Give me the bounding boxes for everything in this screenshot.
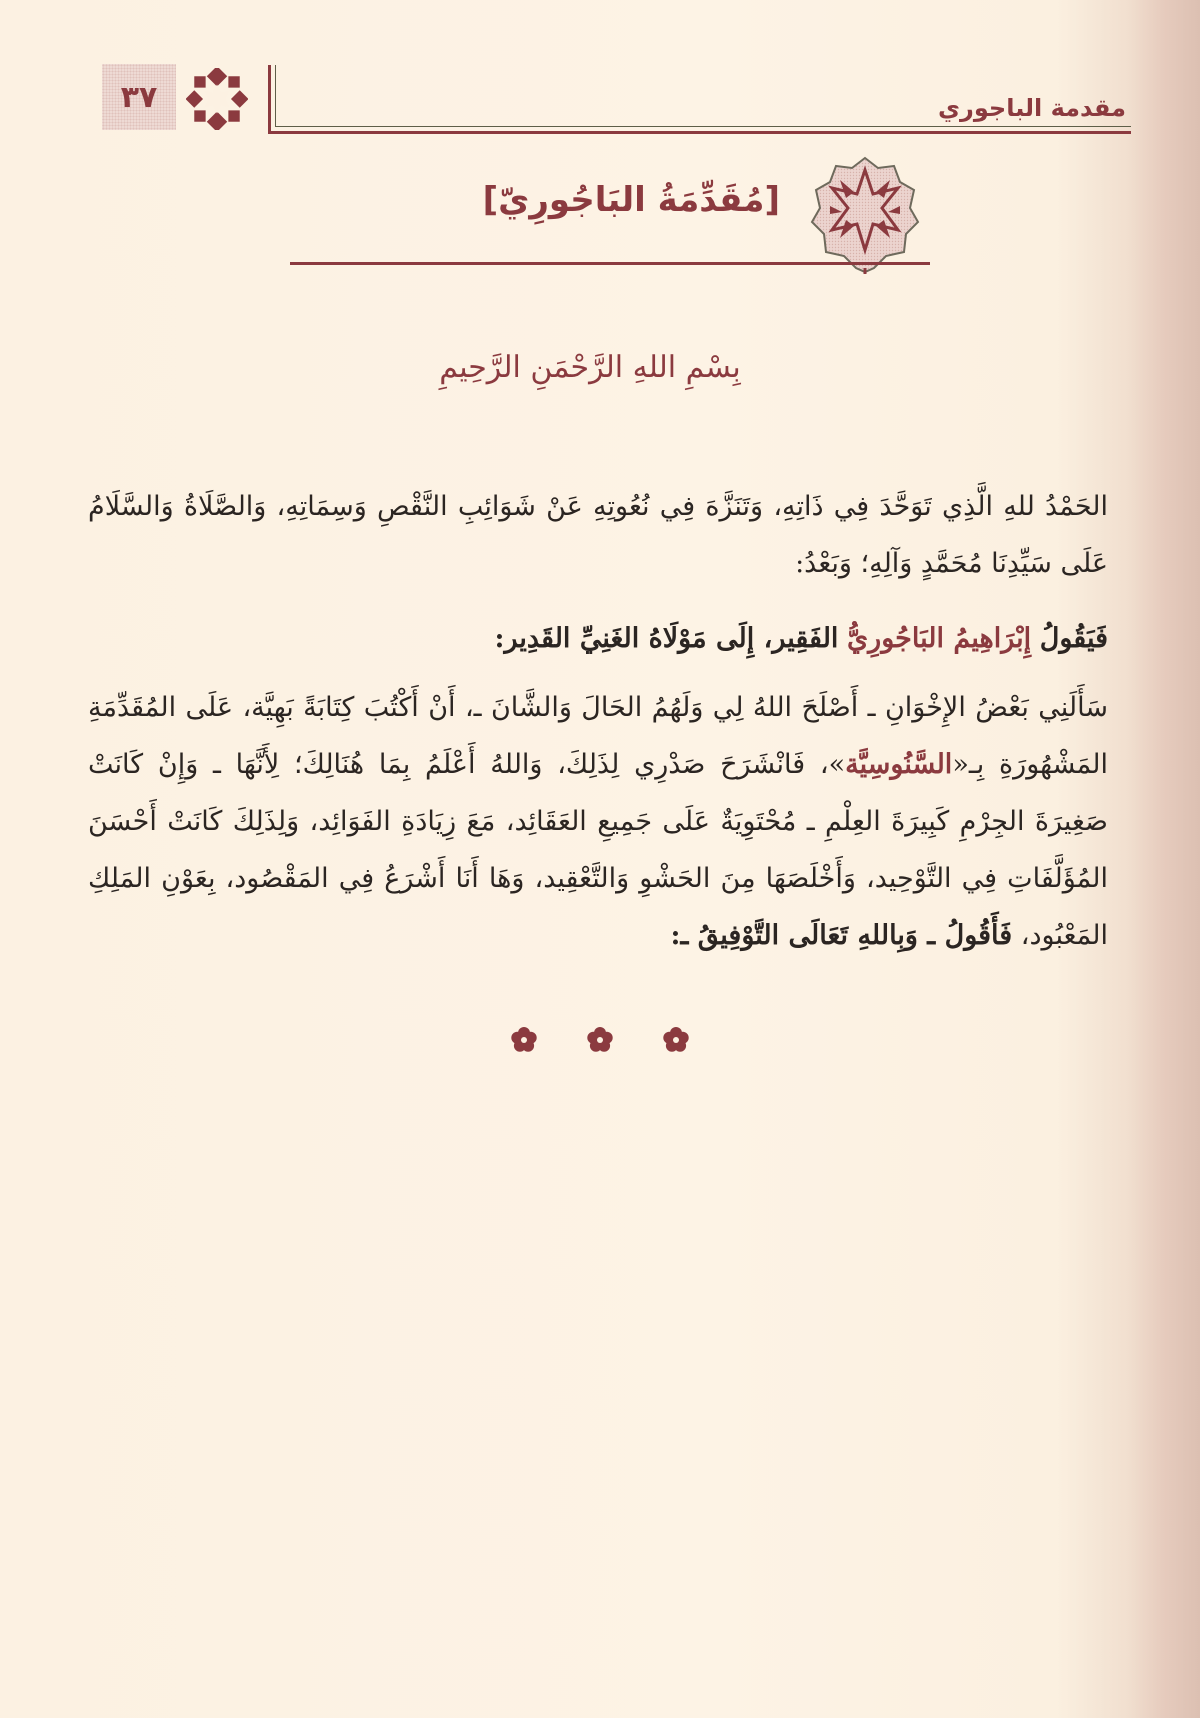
chapter-title: [مُقَدِّمَةُ البَاجُورِيّ] [482,180,780,220]
octagram-ornament-icon [186,68,248,130]
paragraph-opening-praise: الحَمْدُ للهِ الَّذِي تَوَحَّدَ فِي ذَاتِهِ، وَتَنَزَّهَ فِي نُعُوتِهِ عَنْ شَوَائِبِ النَّقْصِ وَسِمَاتِهِ، وَالصَّلَاةُ وَالسَّلَامُ عَلَى سَيِّدِنَا مُحَمَّدٍ وَآلِهِ؛ وَبَعْدُ: [88,491,1108,579]
text-run: سَأَلَنِي بَعْضُ الإِخْوَانِ ـ أَصْلَحَ اللهُ لِي وَلَهُمُ الحَالَ وَالشَّانَ ـ، أَنْ أَكْتُبَ كِتَابَةً بَهِيَّة، عَلَى المُقَدِّمَةِ المَشْهُورَةِ بِـ« [88,692,1109,780]
section-end-ornament [510,1020,690,1060]
star-medallion-icon [810,156,920,274]
paragraph-author-statement [88,610,1108,667]
flower-icon [510,1026,538,1054]
flower-icon [662,1026,690,1054]
text-run: فَيَقُولُ [1039,623,1108,654]
closing-phrase: فَأَقُولُ ـ وَبِاللهِ تَعَالَى التَّوْفِيقُ ـ: [670,920,1013,951]
running-title: مقدمة الباجوري [938,94,1126,122]
text-run: »، فَانْشَرَحَ صَدْرِي لِذَلِكَ، وَاللهُ أَعْلَمُ بِمَا هُنَالِكَ؛ لِأَنَّهَا ـ وَإِنْ كَانَتْ صَغِيرَةَ الجِرْمِ كَبِيرَةَ العِلْمِ ـ مُحْتَوِيَةٌ عَلَى جَمِيعِ العَقَائِد، مَعَ زِيَادَةِ الفَوَائِد، وَلِذَلِكَ كَانَتْ أَحْسَنَ المُؤَلَّفَاتِ فِي التَّوْحِيد، وَأَخْلَصَهَا مِنَ الحَشْوِ وَالتَّعْقِيد، وَهَا أَنَا أَشْرَعُ فِي المَقْصُود، بِعَوْنِ المَلِكِ المَعْبُود، [88,749,1108,951]
flower-icon [586,1026,614,1054]
running-header [60,40,1130,150]
chapter-heading [290,150,930,270]
page-number: ٣٧ [120,79,158,115]
book-title-highlight: السَّنُوسِيَّة [845,749,953,780]
paragraph-purpose [88,679,1108,964]
chapter-rule [290,262,930,265]
author-name: إِبْرَاهِيمُ البَاجُورِيُّ [847,623,1032,654]
body-text [88,478,1108,976]
basmala: بِسْمِ اللهِ الرَّحْمَنِ الرَّحِيمِ [439,350,741,385]
page-number-box [102,64,176,130]
text-run: الفَقِير، إِلَى مَوْلَاهُ الغَنِيِّ القَدِير: [494,623,839,654]
